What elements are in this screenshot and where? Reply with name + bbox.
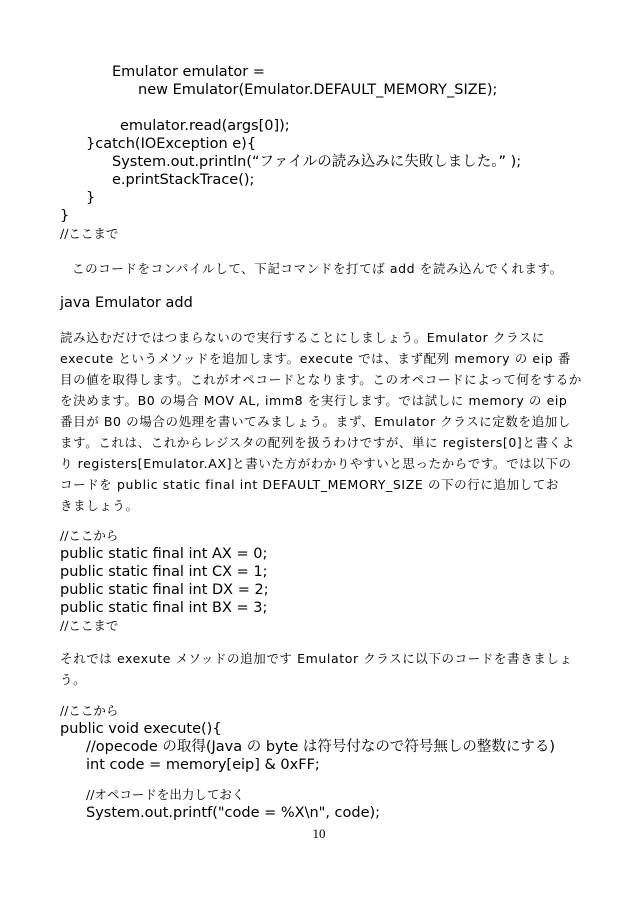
code-line: e.printStackTrace(); xyxy=(112,172,255,188)
code-comment: //ここから xyxy=(60,528,119,543)
paragraph-line: 読み込むだけではつまらないので実行することにしましょう。Emulator クラスに xyxy=(60,330,546,345)
paragraph-line: り registers[Emulator.AX]と書いた方がわかりやすいと思ったからです。では以下の xyxy=(60,456,572,471)
paragraph-line: 番目が B0 の場合の処理を書いてみましょう。まず、Emulator クラスに定数を追加し xyxy=(60,414,571,429)
paragraph-line: う。 xyxy=(60,672,87,687)
paragraph-line: それでは exexute メソッドの追加です Emulator クラスに以下のコードを書きましょ xyxy=(60,651,573,666)
paragraph-line: ます。これは、これからレジスタの配列を扱うわけですが、単に registers[0]と書くよ xyxy=(60,435,575,450)
paragraph-line: このコードをコンパイルして、下記コマンドを打てば add を読み込んでくれます。 xyxy=(72,261,563,276)
page-number: 10 xyxy=(312,826,326,841)
code-line: } xyxy=(60,208,70,224)
code-line: }catch(IOException e){ xyxy=(86,136,257,152)
code-comment: //オペコードを出力しておく xyxy=(86,787,245,802)
code-line: //opecode の取得(Java の byte は符号付なので符号無しの整数にする) xyxy=(86,739,556,755)
code-comment: //ここから xyxy=(60,703,119,718)
paragraph-line: execute というメソッドを追加します。execute では、まず配列 memory の eip 番 xyxy=(60,351,571,366)
paragraph-line: きましょう。 xyxy=(60,498,139,513)
paragraph-line: 目の値を取得します。これがオペコードとなります。このオペコードによって何をするか xyxy=(60,372,583,387)
paragraph-line: を決めます。B0 の場合 MOV AL, imm8 を実行します。では試しに memory の eip xyxy=(60,393,568,408)
code-line: System.out.printf("code = %X\n", code); xyxy=(86,805,381,821)
code-line: Emulator emulator = xyxy=(112,64,265,80)
code-line: public static final int AX = 0; xyxy=(60,546,268,562)
code-comment: //ここまで xyxy=(60,226,119,241)
code-line: public static final int DX = 2; xyxy=(60,582,269,598)
code-line: public static final int BX = 3; xyxy=(60,600,268,616)
code-line: public void execute(){ xyxy=(60,721,222,737)
code-line: public static final int CX = 1; xyxy=(60,564,268,580)
paragraph-line: コードを public static final int DEFAULT_MEMORY_SIZE の下の行に追加してお xyxy=(60,477,559,492)
code-line: emulator.read(args[0]); xyxy=(120,118,290,134)
code-comment: //ここまで xyxy=(60,618,119,633)
code-line: new Emulator(Emulator.DEFAULT_MEMORY_SIZE); xyxy=(138,82,498,98)
code-line: System.out.println(“ファイルの読み込みに失敗しました。” ); xyxy=(112,154,522,170)
code-line: int code = memory[eip] & 0xFF; xyxy=(86,757,320,773)
code-line: } xyxy=(86,190,96,206)
command-line: java Emulator add xyxy=(60,295,193,311)
